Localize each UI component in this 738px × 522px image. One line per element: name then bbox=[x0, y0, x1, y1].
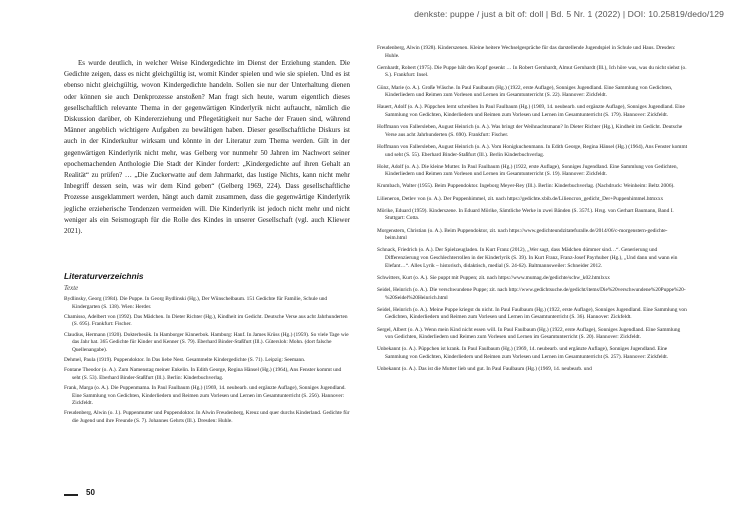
reference-entry: Gernhardt, Robert (1975). Die Puppe hält den Kopf gesenkt … In Robert Gernhardt, Almut Gernhardt (Ill.), Ich höre was, was du nicht siehst (o. S.). Frankfurt: Insel. bbox=[377, 64, 687, 79]
body-text-column bbox=[64, 58, 350, 237]
journal-header: denkste: puppe / just a bit of: doll | Bd. 5 Nr. 1 (2022) | DOI: 10.25819/dedo/129 bbox=[414, 9, 724, 19]
reference-entry: Seidel, Heinrich (o. A.). Meine Puppe kriegst du nicht. In Paul Faulbaum (Hg.) (1922, erste Auflage), Sonniges Jugendland. Eine Sammlung von Gedichten, Kinderliedern und Reimen zum Vorlesen und Lernen im Gesamtunterricht (S. 36). Hannover: Zickfeldt. bbox=[377, 306, 687, 321]
reference-entry: Unbekannt (o. A.). Püppchen ist krank. In Paul Faulbaum (Hg.) (1969, 14. neubearb. und ergänzte Auflage), Sonniges Jugendland. Eine Sammlung von Gedichten, Kinderliedern und Reimen zum Vorlesen und Lernen im Gesamtunterricht (S. 257). Hannover: Zickfeldt. bbox=[377, 346, 669, 360]
section-title: Literaturverzeichnis bbox=[64, 271, 144, 281]
reference-entry: Mörike, Eduard (1959). Kinderszene. In Eduard Mörike, Sämtliche Werke in zwei Bänden (S. 357f.). Hrsg. von Gerhart Baumann, Band I. Stuttgart: Cotta. bbox=[377, 207, 674, 222]
reference-entry: Hoffmann von Fallersleben, August Heinrich (o. A.). Vom Honigkuchenmann. In Edith George, Regina Hänsel (Hg.) (1964), Ans Fenster kommt und seht (S. 55). Eberhard Binder-Staßfurt (Ill.). Berlin Kinderbuchverlag. bbox=[377, 143, 688, 158]
reference-entry: Günz, Marie (o. A.). Große Wäsche. In Paul Faulbaum (Hg.) (1922, erste Auflage), Sonniges Jugendland. Eine Sammlung von Gedichten, Kinderliedern und Reimen zum Vorlesen und Lernen im Gesamtunterricht (S. 22). Hannover: Zickfeldt. bbox=[377, 84, 673, 99]
footer-rule bbox=[64, 494, 78, 496]
reference-entry: Hoffmann von Fallersleben, August Heinrich (o. A.). Was bringt der Weihnachtsmann? In Dieter Richter (Hg.), Kindheit im Gedicht. Deutsche Verse aus acht Jahrhunderten (S. 690). Frankfurt: Fischer. bbox=[377, 124, 683, 138]
reference-entry: Seidel, Heinrich (o. A.). Die verschwundene Puppe; zit. nach http://www.gedichtsuche.de/gedicht/items/Die%20verschwundene%20Puppe%20-%20Seidel%20Heinrich.html bbox=[377, 286, 686, 301]
reference-entry: Sergel, Albert (o. A.). Wenn mein Kind nicht essen will. In Paul Faulbaum (Hg.) (1922, erste Auflage), Sonniges Jugendland. Eine Sammlung von Gedichten, Kinderliedern und Reimen zum Vorlesen und Lernen im Gesamtunterricht (S. 20). Hannover: Zickfeldt. bbox=[377, 326, 681, 341]
reference-entry: Claudius, Hermann (1920). Dokterbesök. In Hamborger Kinnerbok. Hamburg: Hanf. In James Krüss (Hg.) (1959). So viele Tage wie das Jahr hat. 365 Gedichte für Kinder und Kenner (S. 79). Eberhard Binder-Staßfurt (Ill.). Gütersloh: Mohn. (dort falsche Quellenangabe). bbox=[64, 331, 349, 353]
reference-entry: Krumbach, Walter (1955). Beim Puppendoktor. Ingeborg Meyer-Rey (Ill.). Berlin: Kinderbuchverlag. (Nachdruck: Weinheim: Beltz 2006). bbox=[377, 183, 675, 190]
reference-entry: Lilieneron, Detlev von (o. A.). Der Puppenhimmel, zit. nach https://gedichte.xbib.de/Liliencron_gedicht_Der+Puppenhimmel.htmxxx bbox=[377, 195, 664, 202]
reference-entry: Schwitters, Kurt (o. A.). Sie puppt mit Puppen; zit. nach https://www.mumag.de/gedichte/schw_k02.htmlxxx bbox=[377, 274, 610, 281]
reference-entry: Holst, Adolf (o. A.). Die kleine Mutter. In Paul Faulbaum (Hg.) (1922, erste Auflage), Sonniges Jugendland. Eine Sammlung von Gedichten, Kinderliedern und Reimen zum Vorlesen und Lernen im Gesamtunterricht (S. 19). Hannover: Zickfeldt. bbox=[377, 163, 678, 178]
left-reference-list bbox=[64, 296, 350, 428]
reference-entry: Morgenstern, Christian (o. A.). Beim Puppendoktor, zit. nach https://www.gedichteundzitatefuralle.de/2014/06/c-morgenstern-gedichte-beim.html bbox=[377, 227, 668, 242]
reference-entry: Hauert, Adolf (o. A.). Püppchen lernt schreiben In Paul Faulbaum (Hg.) (1969, 14. neubearb. und ergänzte Auflage), Sonniges Jugendland. Eine Sammlung von Gedichten, Kinderliedern und Reimen zum Vorlesen und Lernen im Gesamtunterricht (S. 179). Hannover: Zickfeldt. bbox=[377, 104, 685, 118]
reference-entry: Frank, Marga (o. A.). Die Puppenmama. In Paul Faulbaum (Hg.) (1969, 14. neubearb. und ergänzte Auflage), Sonniges Jugendland. Eine Sammlung von Gedichten, Kinderliedern und Reimen zum Vorlesen und Lernen im Gesamtunterricht (S. 256). Hannover: Zickfeldt. bbox=[64, 384, 346, 407]
reference-entry: Chamisso, Adelbert von (1992). Das Mädchen. In Dieter Richter (Hg.), Kindheit im Gedicht. Deutsche Verse aus acht Jahrhunderten (S. 695). Frankfurt: Fischer. bbox=[64, 313, 348, 328]
reference-entry: Schnack, Friedrich (o. A.). Der Spielzeugladen. In Kurt Franz (2012), „Wer sagt, dass Mädchen dümmer sind…“. Generierung und Differenzierung von Geschlechterrollen in der Kinderlyrik (S. 39). In Kurt Franz, Franz-Josef Payrhuber (Hg.), „Und dann und wann ein Elefant…“. Alles Lyrik – historisch, didaktisch, medial (S. 24-62). Baltmannsweiler: Schneider 2012. bbox=[377, 247, 678, 269]
reference-entry: Bydlinsky, Georg (1984). Die Puppe. In Georg Bydlinski (Hg.), Der Wünschelbaum. 151 Gedichte für Familie, Schule und Kindergarten (S. 138). Wien: Herder. bbox=[64, 296, 328, 310]
reference-entry: Freudenberg, Alwin (o. J.). Puppenmutter und Puppendoktor. In Alwin Freudenberg, Kreuz und quer durchs Kinderland. Gedichte für die Jugend und ihre Freunde (S. 7). Johannes Gehrts (Ill.). Dresden: Huhle. bbox=[64, 410, 350, 424]
reference-entry: Fontane Theodor (o. A.). Zum Namenstag meiner Enkelin. In Edith George, Regina Hänsel (Hg.) (1964), Ans Fenster kommt und seht (S. 53). Eberhard Binder-Staßfurt (Ill.). Berlin: Kinderbuchverlag. bbox=[64, 367, 342, 381]
page-number: 50 bbox=[86, 488, 95, 497]
reference-entry: Freudenberg, Alwin (1928). Kinderszenen. Kleine heitere Wechselgespräche für das darstellende Jugendspiel in Schule und Haus. Dresden: Huhle. bbox=[377, 45, 676, 59]
body-paragraph: Es wurde deutlich, in welcher Weise Kindergedichte im Dienst der Erziehung standen. Die Gedichte zeigen, dass es nicht gleichgültig ist, womit Kinder spielen und wie sie spielen. Und es ist ebenso nicht gleichgültig, wovon Kindergedichte handeln. Sollen sie nur der Unterhaltung dienen oder können sie auch Denkprozesse anstoßen? Man fragt sich heute, warum eigentlich dieses gesellschaftlich relevante Thema in der gegenwärtigen Kinderlyrik nicht auftaucht, nämlich die Diskussion darüber, ob Kindererziehung und Pflegetätigkeit nur Sache der Frauen sind, während Männer angeblich wichtigere Aufgaben zu bewältigen haben. Dieser gesellschaftliche Diskurs ist auch in der Kinderkultur wirksam und könnte in der Literatur zum Thema werden. Gilt in der gegenwärtigen Kinderlyrik nicht mehr, was Gelberg vor nunmehr 50 Jahren im Nachwort seiner epochemachenden Anthologie Die Stadt der Kinder fordert: „Kindergedichte auf ihren Gehalt an Realität“ zu prüfen? … „Die Zuckerwatte auf dem Jahrmarkt, das lustige Nichts, kann nicht mehr Inbegriff dessen sein, was wir dem Kind geben“ (Gelberg 1969, 224). Dass gesellschaftliche Prozesse ausgeklammert werden, hängt auch damit zusammen, dass die gegenwärtige Kinderlyrik jegliche erzieherische Tendenzen vermeiden will. Die Kinderlyrik ist jedoch nicht mehr und nicht weniger als ein Seismograph für die Rolle des Kindes in unserer Gesellschaft (vgl. auch Kliewer 2021). bbox=[64, 59, 350, 236]
subsection-title: Texte bbox=[64, 285, 79, 292]
right-reference-list bbox=[377, 45, 689, 378]
reference-entry: Dehmel, Paula (1919). Puppendoktor. In Das liebe Nest. Gesammelte Kindergedichte (S. 71). Leipzig: Seemann. bbox=[64, 356, 306, 363]
reference-entry: Unbekannt (o. A.). Das ist die Mutter lieb und gut. In Paul Faulbaum (Hg.) (1969, 14. neubearb. und bbox=[377, 366, 592, 373]
